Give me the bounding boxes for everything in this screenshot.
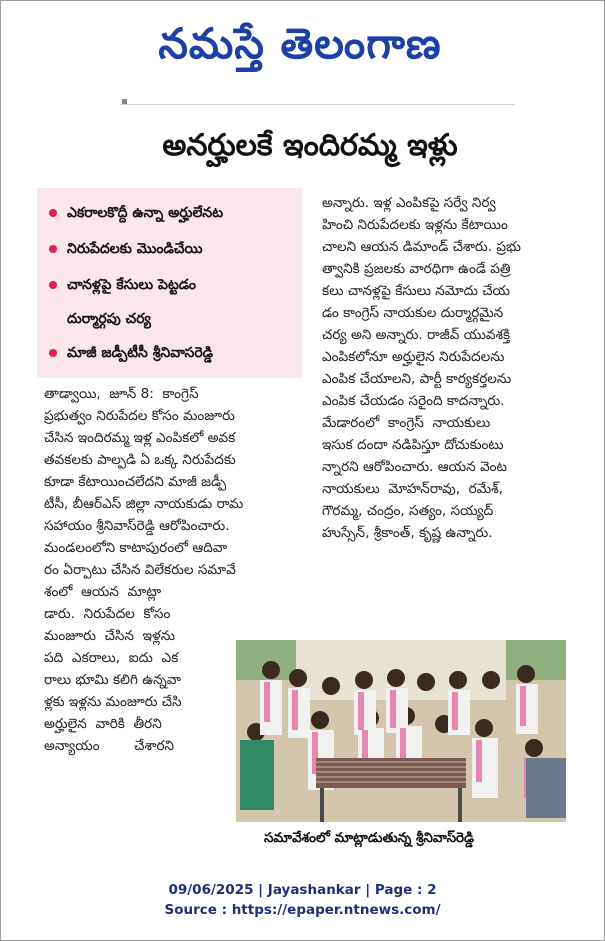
bullet-icon bbox=[49, 209, 57, 217]
article-line: తవకలకు పాల్పడి ఏ ఒక్క నిరుపేదకు bbox=[44, 452, 236, 468]
article-line: చాలని ఆయన డిమాండ్ చేశారు. ప్రభు bbox=[322, 239, 521, 255]
article-line: అన్యాయం చేశారని bbox=[44, 738, 175, 754]
newspaper-masthead: నమస్తే తెలంగాణ bbox=[158, 19, 442, 68]
bullet-icon bbox=[49, 281, 57, 289]
article-line: హుస్సేన్, శ్రీకాంత్, కృష్ణ ఉన్నారు. bbox=[322, 525, 493, 541]
meeting-photo bbox=[236, 640, 566, 822]
article-line: హించి నిరుపేదలకు ఇళ్లను కేటాయిం bbox=[322, 217, 508, 233]
bullet-icon bbox=[49, 349, 57, 357]
article-line: చేసిన ఇందిరమ్మ ఇళ్ల ఎంపికలో అవక bbox=[44, 430, 236, 446]
article-line: ఎంపికలోనూ అర్హులైన నిరుపేదలను bbox=[322, 349, 505, 365]
article-line: అర్హులైన వారికి తీరని bbox=[44, 716, 162, 732]
article-line: డారు. నిరుపేదల కోసం bbox=[44, 606, 171, 622]
article-line: తాడ్వాయి, జూన్ 8: కాంగ్రెస్ bbox=[44, 386, 199, 402]
article-line: రం ఏర్పాటు చేసిన విలేకరుల సమావే bbox=[44, 562, 236, 578]
highlight-text: ఎకరాలకొద్దీ ఉన్నా అర్హులేనట bbox=[67, 205, 224, 221]
article-line: చర్య అని అన్నారు. రాజీవ్ యువశక్తి bbox=[322, 327, 511, 343]
article-headline: అనర్హులకే ఇందిరమ్మ ఇళ్లు bbox=[162, 128, 458, 163]
article-line: న్నారని ఆరోపించారు. ఆయన వెంట bbox=[322, 459, 507, 475]
article-line: గౌరమ్మ, చంద్రం, సత్యం, సయ్యద్ bbox=[322, 503, 494, 519]
footer-edition-line: 09/06/2025 | Jayashankar | Page : 2 bbox=[168, 882, 437, 898]
highlight-text: దుర్మార్గపు చర్య bbox=[67, 311, 151, 327]
highlight-text: చానళ్లపై కేసులు పెట్టడం bbox=[67, 277, 197, 293]
masthead-rule bbox=[120, 104, 515, 105]
article-line: టీసీ, బీఆర్ఎస్ జిల్లా నాయకుడు రామ bbox=[44, 496, 244, 512]
highlights-box bbox=[37, 188, 302, 378]
photo-caption: సమావేశంలో మాట్లాడుతున్న శ్రీనివాస్‌రెడ్డి bbox=[264, 830, 475, 846]
article-line: మంజూరు చేసిన ఇళ్లను bbox=[44, 628, 175, 644]
article-line: కలు చానళ్లపై కేసులు నమోదు చేయ bbox=[322, 283, 511, 299]
article-line: డం కాంగ్రెస్ నాయకుల దుర్మార్గమైన bbox=[322, 305, 504, 321]
article-line: త్వానికి ప్రజలకు వారధిగా ఉండే పత్రి bbox=[322, 261, 511, 277]
highlight-text: మాజీ జడ్పీటీసీ శ్రీనివాసరెడ్డి bbox=[67, 345, 213, 361]
article-line: ళ్లకు ఇళ్లను మంజూరు చేసి bbox=[44, 694, 182, 710]
article-line: నాయకులు మోహన్‌రావు, రమేశ్, bbox=[322, 481, 503, 497]
footer-source-line: Source : https://epaper.ntnews.com/ bbox=[164, 902, 441, 918]
meeting-photo-image bbox=[236, 640, 566, 822]
article-line: శంలో ఆయన మాట్లా bbox=[44, 584, 162, 600]
bullet-icon bbox=[49, 245, 57, 253]
article-line: సహాయం శ్రీనివాస్‌రెడ్డి ఆరోపించారు. bbox=[44, 518, 230, 534]
article-line: ప్రభుత్వం నిరుపేదల కోసం మంజూరు bbox=[44, 408, 235, 424]
article-line: పది ఎకరాలు, ఐదు ఎక bbox=[44, 650, 179, 666]
page-footer bbox=[0, 880, 605, 920]
article-line: మండలంలోని కాటాపురంలో ఆదివా bbox=[44, 540, 228, 556]
article-line: అన్నారు. ఇళ్ల ఎంపికపై సర్వే నిర్వ bbox=[322, 195, 496, 211]
highlight-text: నిరుపేదలకు మొండిచేయి bbox=[67, 241, 203, 257]
article-line: కూడా కేటాయించలేదని మాజీ జడ్పీ bbox=[44, 474, 227, 490]
article-line: ఎంపిక చేయాలని, పార్టీ కార్యకర్తలను bbox=[322, 371, 512, 387]
article-line: ఇసుక దందా నడిపిస్తూ దోచుకుంటు bbox=[322, 437, 504, 453]
article-right-column bbox=[322, 192, 594, 544]
article-line: మేడారంలో కాంగ్రెస్ నాయకులు bbox=[322, 415, 491, 431]
article-line: రాలు భూమి కలిగి ఉన్నవా bbox=[44, 672, 181, 688]
article-line: ఎంపిక చేయడం సరైంది కాదన్నారు. bbox=[322, 393, 505, 409]
